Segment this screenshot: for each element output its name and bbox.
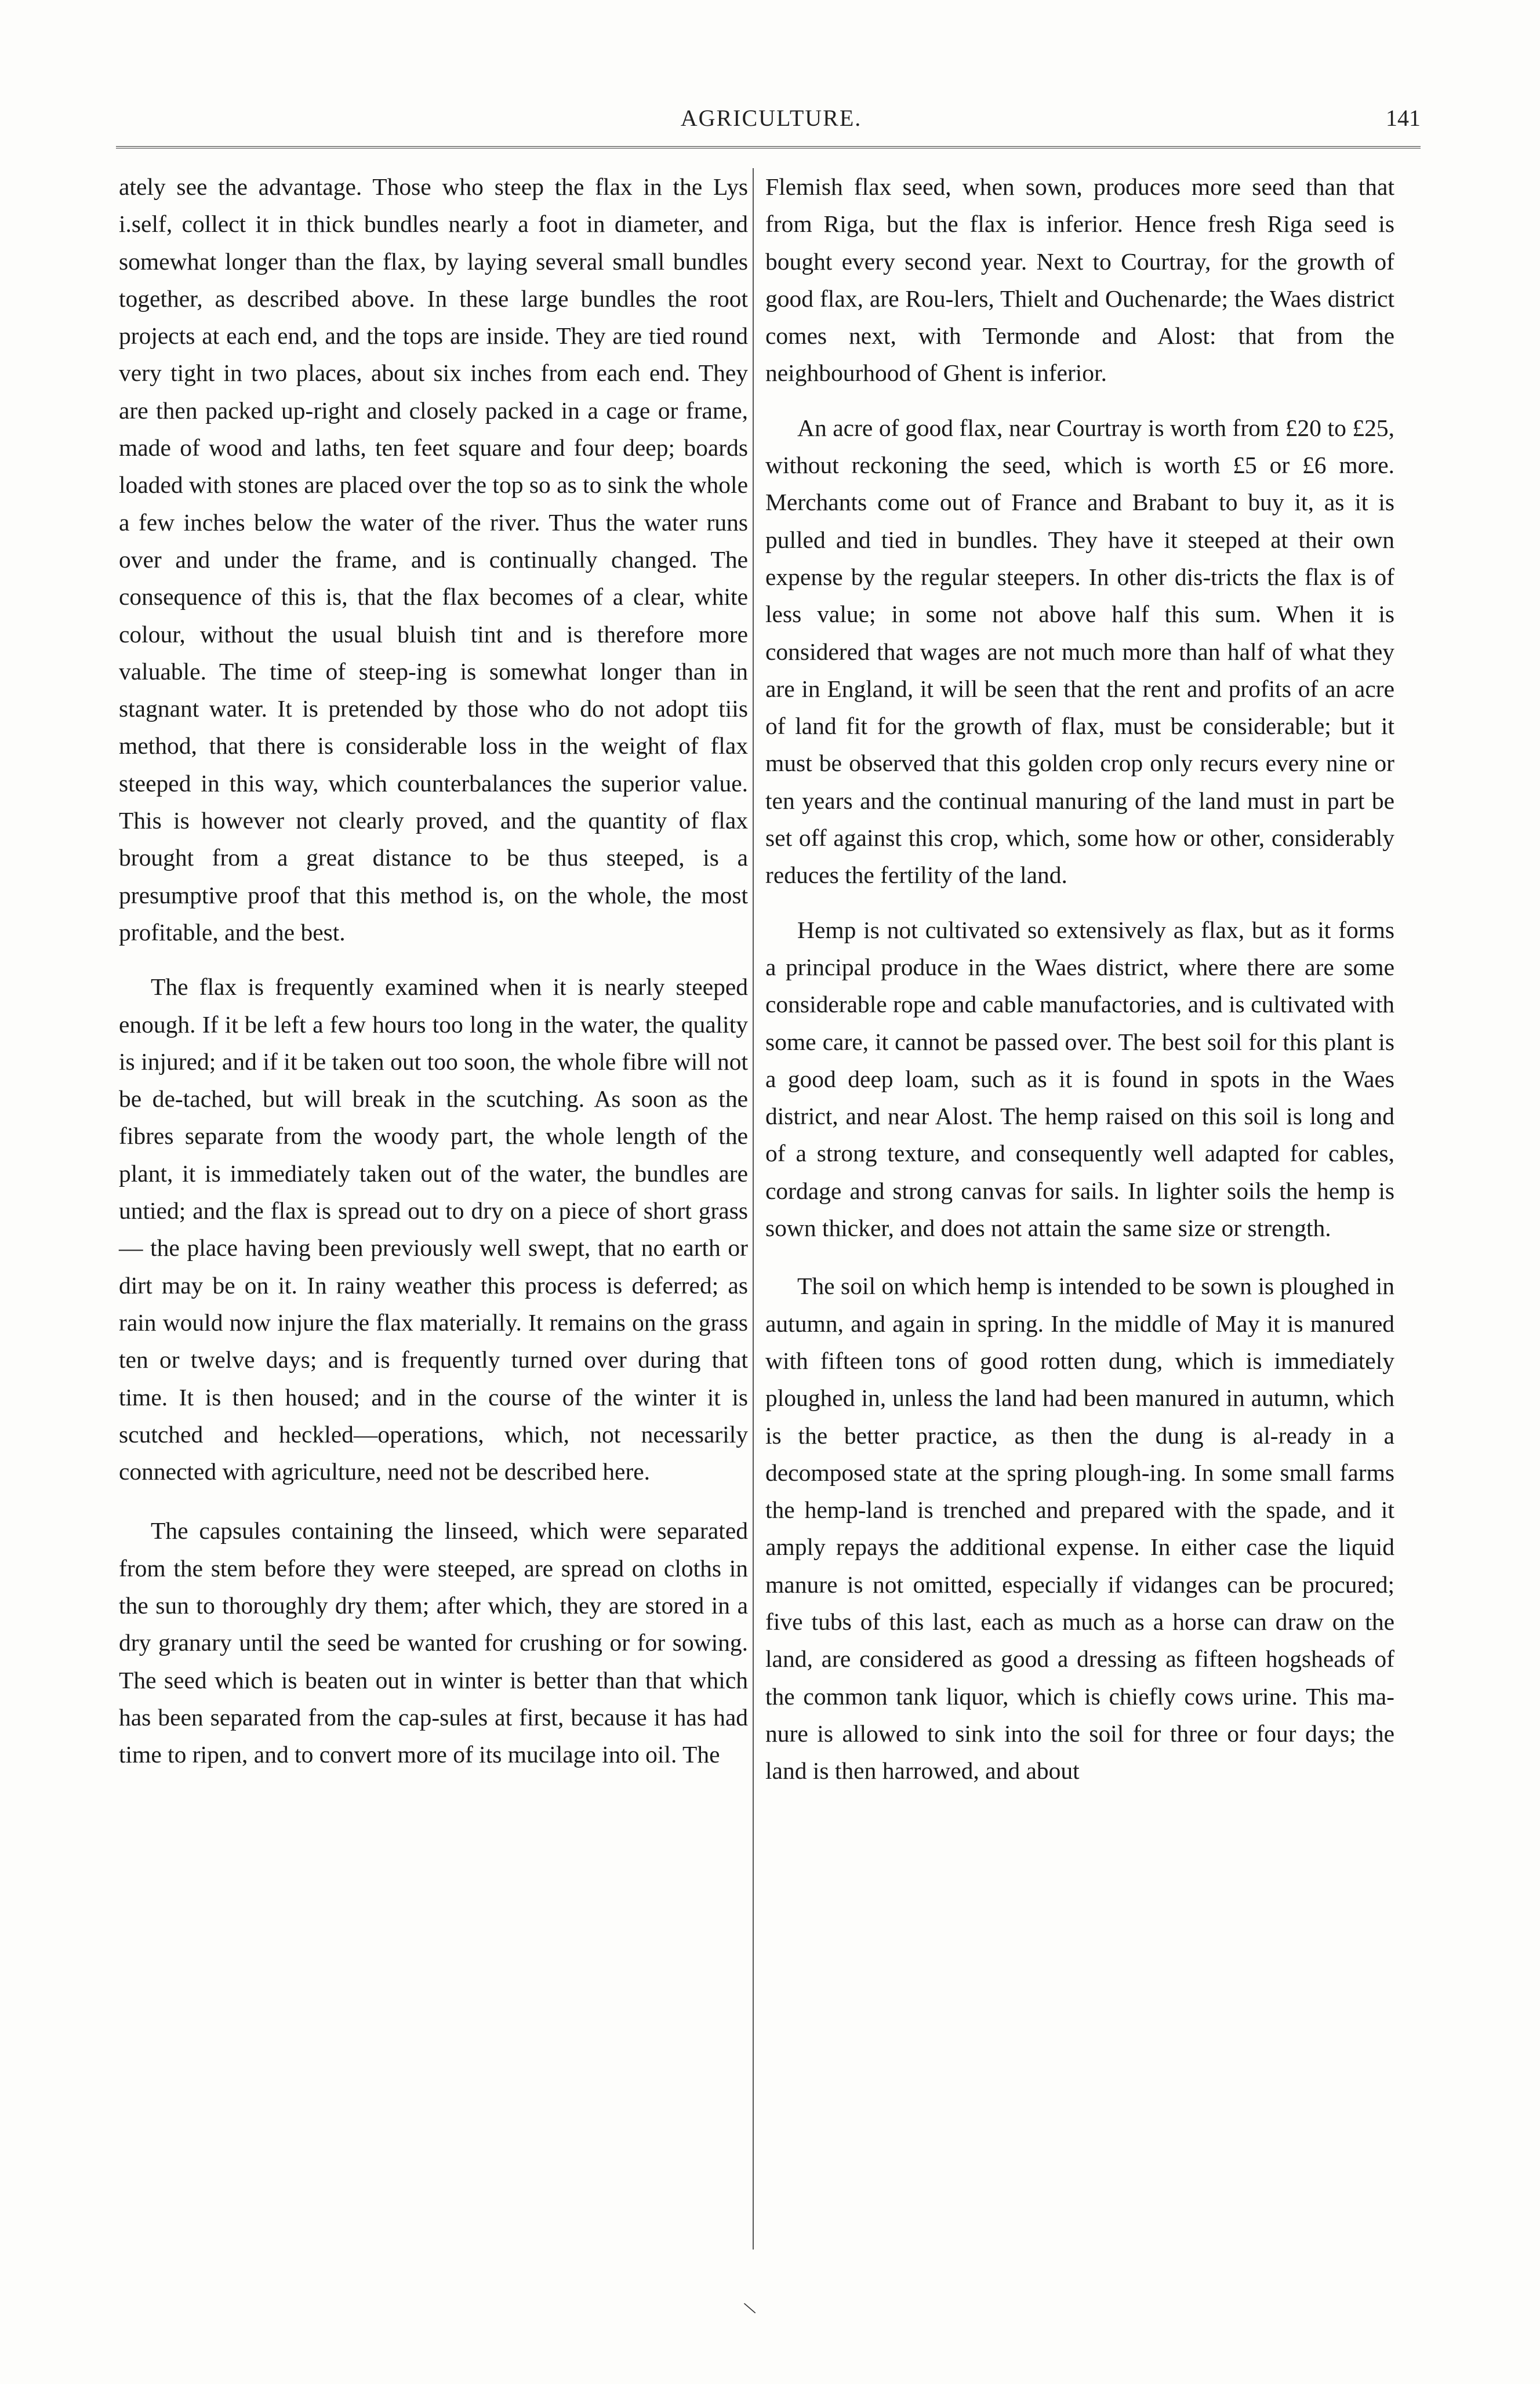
running-header-title: AGRICULTURE. xyxy=(680,105,862,131)
page-number: 141 xyxy=(1386,105,1421,131)
paragraph: The capsules containing the linseed, which were separated from the stem before they were steeped, are spread on cloths in the sun to thoroughly dry them; after which, they are stored in a dry granary until the seed be wanted for crushing or for sowing. The seed which is beaten out in winter is better than that which has been separated from the cap-sules at first, because it has had time to ripen, and to convert more of its mucilage into oil. The xyxy=(119,1517,748,1768)
paragraph: An acre of good flax, near Courtray is worth from £20 to £25, without reckoning the seed, which is worth £5 or £6 more. Merchants come out of France and Brabant to buy it, as it is pulled and tied in bundles. They have it steeped at their own expense by the regular steepers. In other dis-tricts the flax is of less value; in some not above half this sum. When it is considered that wages are not much more than half of what they are in England, it will be seen that the rent and profits of an acre of land fit for the growth of flax, must be considerable; but it must be observed that this golden crop only recurs every nine or ten years and the continual manuring of the land must in part be set off against this crop, which, some how or other, considerably reduces the fertility of the land. xyxy=(765,414,1394,889)
left-column xyxy=(119,168,748,1773)
paragraph: The soil on which hemp is intended to be sown is ploughed in autumn, and again in spring. In the middle of May it is manured with fifteen tons of good rotten dung, which is immediately ploughed in, unless the land had been manured in autumn, which is the better practice, as then the dung is al-ready in a decomposed state at the spring plough-ing. In some small farms the hemp-land is trenched and prepared with the spade, and it amply repays the additional expense. In either case the liquid manure is not omitted, especially if vidanges can be procured; five tubs of this last, each as much as a horse can draw on the land, are considered as good a dressing as fifteen hogsheads of the common tank liquor, which is chiefly cows urine. This ma-nure is allowed to sink into the soil for three or four days; the land is then harrowed, and about xyxy=(765,1273,1394,1785)
paragraph: ately see the advantage. Those who steep the flax in the Lys i.self, collect it in thick bundles nearly a foot in diameter, and somewhat longer than the flax, by laying several small bundles together, as described above. In these large bundles the root projects at each end, and the tops are inside. They are tied round very tight in two places, about six inches from each end. They are then packed up-right and closely packed in a cage or frame, made of wood and laths, ten feet square and four deep; boards loaded with stones are placed over the top so as to sink the whole a few inches below the water of the river. Thus the water runs over and under the frame, and is continually changed. The consequence of this is, that the flax becomes of a clear, white colour, without the usual bluish tint and is therefore more valuable. The time of steep-ing is somewhat longer than in stagnant water. It is pretended by those who do not adopt tiis method, that there is considerable loss in the weight of flax steeped in this way, which counterbalances the superior value. This is however not clearly proved, and the quantity of flax brought from a great distance to be thus steeped, is a presumptive proof that this method is, on the whole, the most profitable, and the best. xyxy=(119,173,748,946)
paragraph: Flemish flax seed, when sown, produces more seed than that from Riga, but the flax is inferior. Hence fresh Riga seed is bought every second year. Next to Courtray, for the growth of good flax, are Rou-lers, Thielt and Ouchenarde; the Waes district comes next, with Termonde and Alost: that from the neighbourhood of Ghent is inferior. xyxy=(765,173,1394,387)
footer-mark: \ xyxy=(741,2296,758,2320)
column-divider xyxy=(753,168,754,2249)
right-column xyxy=(765,168,1394,1789)
paragraph: Hemp is not cultivated so extensively as flax, but as it forms a principal produce in the Waes district, where there are some considerable rope and cable manufactories, and is cultivated with some care, it cannot be passed over. The best soil for this plant is a good deep loam, such as it is found in spots in the Waes district, and near Alost. The hemp raised on this soil is long and of a strong texture, and consequently well adapted for cables, cordage and strong canvas for sails. In lighter soils the hemp is sown thicker, and does not attain the same size or strength. xyxy=(765,916,1394,1242)
header-rule xyxy=(116,146,1421,148)
paragraph: The flax is frequently examined when it is nearly steeped enough. If it be left a few hours too long in the water, the quality is injured; and if it be taken out too soon, the whole fibre will not be de-tached, but will break in the scutching. As soon as the fibres separate from the woody part, the whole length of the plant, it is immediately taken out of the water, the bundles are untied; and the flax is spread out to dry on a piece of short grass— the place having been previously well swept, that no earth or dirt may be on it. In rainy weather this process is deferred; as rain would now injure the flax materially. It remains on the grass ten or twelve days; and is frequently turned over during that time. It is then housed; and in the course of the winter it is scutched and heckled—operations, which, not necessarily connected with agriculture, need not be described here. xyxy=(119,973,748,1485)
